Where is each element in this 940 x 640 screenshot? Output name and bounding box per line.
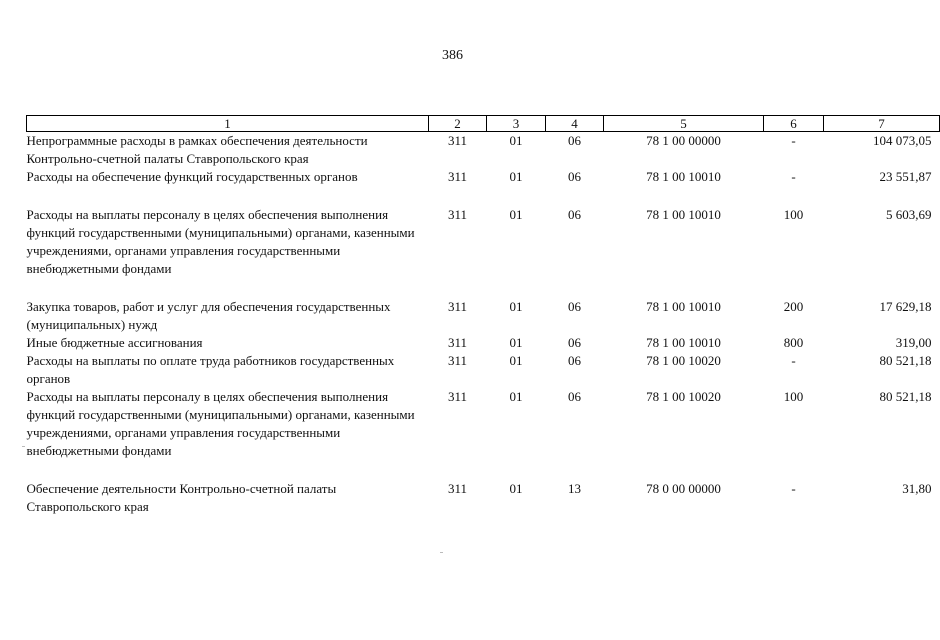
- row-amount: 23 551,87: [879, 169, 932, 184]
- row-subsection-code: 06: [568, 169, 581, 184]
- row-name: Расходы на выплаты персоналу в целях обеспечения выполнения функций государственными (муниципальными) органами, казенными учреждениями, органами управления государственными внебюджетными фондами: [26, 389, 415, 458]
- row-ministry-code: 311: [447, 207, 468, 222]
- row-subsection-code: 06: [568, 133, 581, 148]
- row-section-code: 01: [509, 353, 523, 368]
- row-ministry-code: 311: [447, 299, 468, 314]
- row-section-code: 01: [509, 169, 523, 184]
- table-row: [27, 334, 940, 352]
- row-section-code: 01: [509, 299, 523, 314]
- row-amount: 104 073,05: [873, 133, 932, 148]
- row-name: Расходы на выплаты по оплате труда работников государственных органов: [26, 353, 395, 386]
- row-ministry-code: 311: [447, 133, 468, 148]
- row-expense-type-code: 200: [783, 299, 804, 314]
- row-ministry-code: 311: [447, 481, 468, 496]
- row-expense-type-code: 100: [783, 207, 804, 222]
- table-row: [27, 480, 940, 516]
- column-header-6: 6: [764, 116, 824, 132]
- row-amount: 319,00: [895, 335, 932, 350]
- row-amount: 31,80: [902, 481, 932, 496]
- row-amount: 80 521,18: [879, 353, 932, 368]
- column-header-4: 4: [546, 116, 604, 132]
- table-row: [27, 352, 940, 388]
- scan-speck: [22, 446, 25, 447]
- row-expense-type-code: -: [791, 133, 796, 148]
- column-header-5: 5: [604, 116, 764, 132]
- row-target-code: 78 1 00 10020: [646, 389, 721, 404]
- table-header-row: [27, 116, 940, 132]
- row-subsection-code: 13: [568, 481, 581, 496]
- table-row: [27, 388, 940, 480]
- column-header-1: 1: [27, 116, 429, 132]
- row-ministry-code: 311: [447, 353, 468, 368]
- row-name: Обеспечение деятельности Контрольно-счетной палаты Ставропольского края: [26, 481, 337, 514]
- table-row: [27, 298, 940, 334]
- row-target-code: 78 1 00 10010: [646, 169, 721, 184]
- row-ministry-code: 311: [447, 335, 468, 350]
- row-expense-type-code: 800: [783, 335, 804, 350]
- row-name: Закупка товаров, работ и услуг для обеспечения государственных (муниципальных) нужд: [26, 299, 391, 332]
- row-subsection-code: 06: [568, 207, 581, 222]
- row-expense-type-code: 100: [783, 389, 804, 404]
- row-name: Непрограммные расходы в рамках обеспечения деятельности Контрольно-счетной палаты Ставропольского края: [26, 133, 368, 166]
- row-section-code: 01: [509, 207, 523, 222]
- table-row: [27, 132, 940, 169]
- row-name: Расходы на выплаты персоналу в целях обеспечения выполнения функций государственными (муниципальными) органами, казенными учреждениями, органами управления государственными внебюджетными фондами: [26, 207, 415, 276]
- page-number: 386: [442, 48, 463, 63]
- row-section-code: 01: [509, 133, 523, 148]
- row-target-code: 78 1 00 10010: [646, 299, 721, 314]
- column-header-7: 7: [824, 116, 940, 132]
- column-header-3: 3: [487, 116, 546, 132]
- row-subsection-code: 06: [568, 389, 581, 404]
- budget-table: [26, 115, 940, 516]
- table-row: [27, 206, 940, 298]
- row-target-code: 78 1 00 00000: [646, 133, 721, 148]
- row-name: Иные бюджетные ассигнования: [26, 335, 203, 350]
- row-name: Расходы на обеспечение функций государственных органов: [26, 169, 358, 184]
- row-amount: 80 521,18: [879, 389, 932, 404]
- row-target-code: 78 1 00 10010: [646, 335, 721, 350]
- row-expense-type-code: -: [791, 169, 796, 184]
- column-header-2: 2: [429, 116, 487, 132]
- row-target-code: 78 1 00 10020: [646, 353, 721, 368]
- scan-speck: [440, 552, 443, 553]
- row-ministry-code: 311: [447, 169, 468, 184]
- row-section-code: 01: [509, 335, 523, 350]
- row-subsection-code: 06: [568, 299, 581, 314]
- row-expense-type-code: -: [791, 481, 796, 496]
- row-subsection-code: 06: [568, 353, 581, 368]
- row-section-code: 01: [509, 481, 523, 496]
- row-target-code: 78 0 00 00000: [646, 481, 721, 496]
- table-row: [27, 168, 940, 206]
- row-expense-type-code: -: [791, 353, 796, 368]
- row-amount: 5 603,69: [886, 207, 932, 222]
- row-target-code: 78 1 00 10010: [646, 207, 721, 222]
- row-ministry-code: 311: [447, 389, 468, 404]
- row-subsection-code: 06: [568, 335, 581, 350]
- row-section-code: 01: [509, 389, 523, 404]
- row-amount: 17 629,18: [879, 299, 932, 314]
